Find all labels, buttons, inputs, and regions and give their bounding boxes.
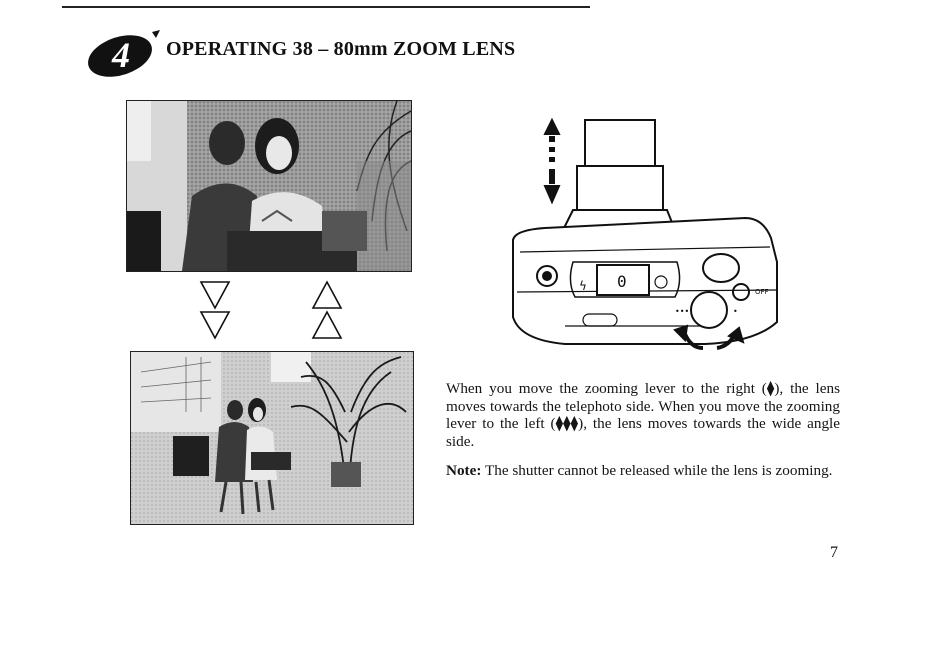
- chapter-number: 4: [112, 35, 130, 75]
- note-label: Note:: [446, 462, 482, 479]
- wide-indicator: •••: [675, 307, 690, 316]
- tele-symbol: ⧫: [766, 380, 775, 397]
- arrow-up-icon: [313, 282, 341, 338]
- zoom-double-arrow-icon: [545, 120, 559, 202]
- page-number: 7: [830, 544, 838, 561]
- photo-wide-angle: [130, 351, 414, 525]
- off-switch-label: OFF: [755, 288, 769, 296]
- paragraph-note: Note: The shutter cannot be released while the lens is zooming.: [446, 462, 833, 479]
- lcd-display-digit: 0: [617, 272, 627, 291]
- tele-indicator: •: [733, 307, 738, 316]
- body-text: [446, 380, 840, 492]
- page-title: OPERATING 38 – 80mm ZOOM LENS: [166, 38, 516, 60]
- chapter-badge: [82, 28, 164, 78]
- svg-text:ϟ: ϟ: [579, 279, 587, 293]
- arrow-down-icon: [201, 282, 229, 338]
- zoom-direction-arrows: [195, 278, 355, 348]
- photo-telephoto: [126, 100, 412, 272]
- paragraph-zoom-lever: When you move the zooming lever to the right (⧫), the lens moves towards the telephoto side. When you move the zooming lever to the left (⧫⧫⧫), the lens moves towards the wide angle side.: [446, 380, 841, 450]
- wide-symbol: ⧫⧫⧫: [555, 415, 579, 432]
- camera-top-view-diagram: [505, 112, 795, 362]
- top-rule: [62, 6, 590, 8]
